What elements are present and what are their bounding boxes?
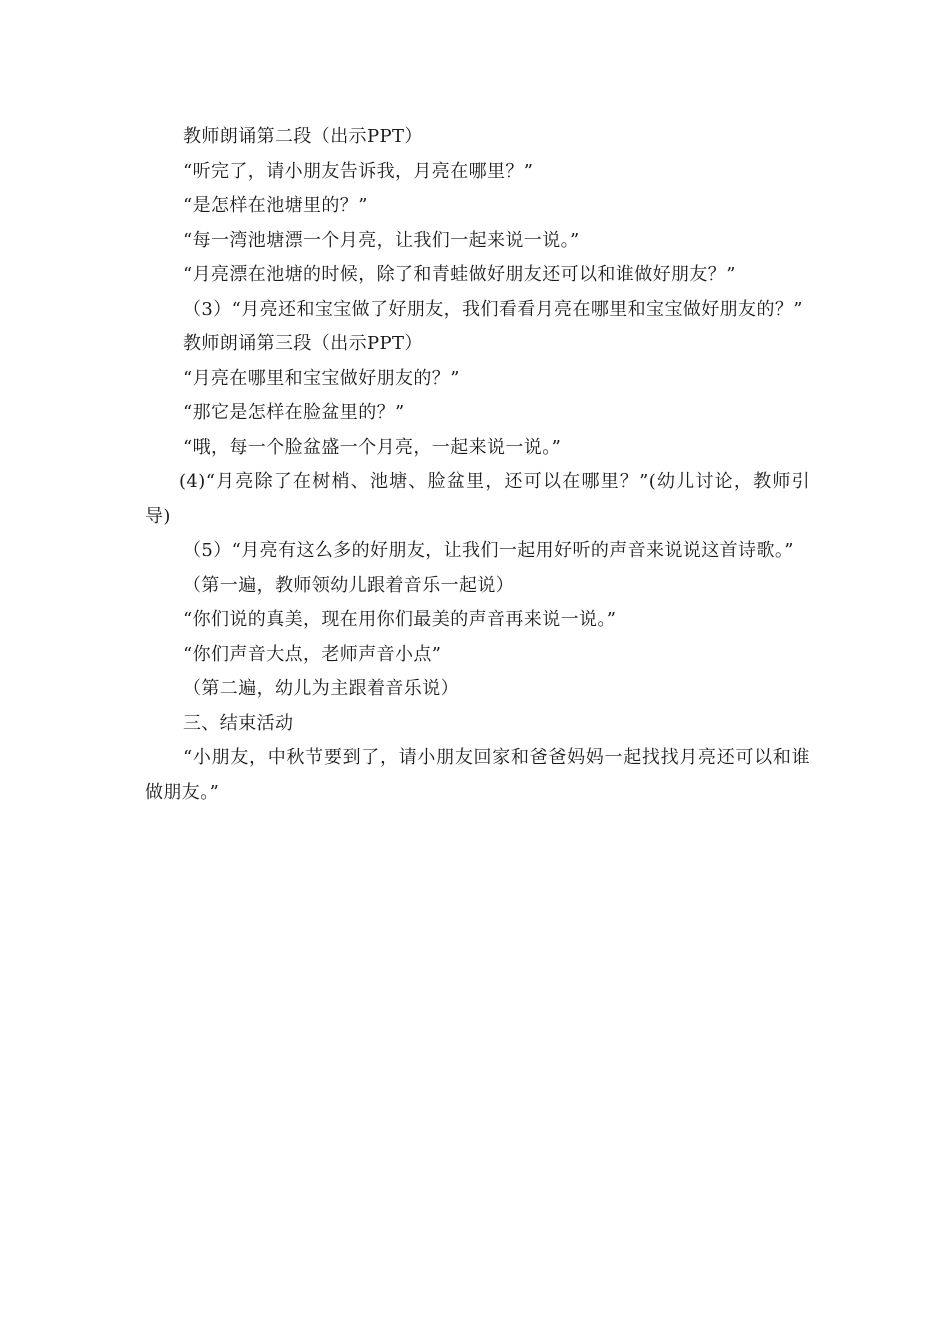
document-body [145, 120, 810, 810]
paragraph-teacher-reads-second-section: 教师朗诵第二段（出示PPT） [183, 126, 423, 147]
paragraph-item-3: （3）“月亮还和宝宝做了好朋友，我们看看月亮在哪里和宝宝做好朋友的？” [183, 298, 803, 320]
paragraph-louder-softer: “你们声音大点，老师声音小点” [183, 643, 442, 665]
paragraph-so-beautiful: “你们说的真美，现在用你们最美的声音再来说一说。” [183, 609, 617, 630]
paragraph-how-in-pond: “是怎样在池塘里的？” [183, 195, 368, 216]
paragraph-each-pond-moon: “每一湾池塘漂一个月亮，让我们一起来说一说。” [183, 229, 580, 251]
paragraph-item-4: (4)“月亮除了在树梢、池塘、脸盆里，还可以在哪里？”(幼儿讨论，教师引导) [145, 471, 810, 527]
paragraph-how-in-basin: “那它是怎样在脸盆里的？” [183, 402, 405, 423]
paragraph-where-is-moon: “听完了，请小朋友告诉我，月亮在哪里？” [183, 160, 534, 182]
paragraph-item-5: （5）“月亮有这么多的好朋友，让我们一起用好听的声音来说说这首诗歌。” [183, 540, 794, 561]
section-heading-end-activity: 三、结束活动 [183, 712, 294, 734]
paragraph-teacher-reads-third-section: 教师朗诵第三段（出示PPT） [183, 333, 423, 354]
paragraph-each-basin-moon: “哦，每一个脸盆盛一个月亮，一起来说一说。” [183, 436, 562, 458]
paragraph-first-round: （第一遍，教师领幼儿跟着音乐一起说） [183, 574, 515, 596]
paragraph-moon-friends-pond: “月亮漂在池塘的时候，除了和青蛙做好朋友还可以和谁做好朋友？” [183, 264, 736, 285]
paragraph-where-with-baby: “月亮在哪里和宝宝做好朋友的？” [183, 367, 460, 389]
paragraph-second-round: （第二遍，幼儿为主跟着音乐说） [183, 678, 459, 699]
paragraph-mid-autumn: “小朋友，中秋节要到了，请小朋友回家和爸爸妈妈一起找找月亮还可以和谁做朋友。” [145, 747, 810, 803]
